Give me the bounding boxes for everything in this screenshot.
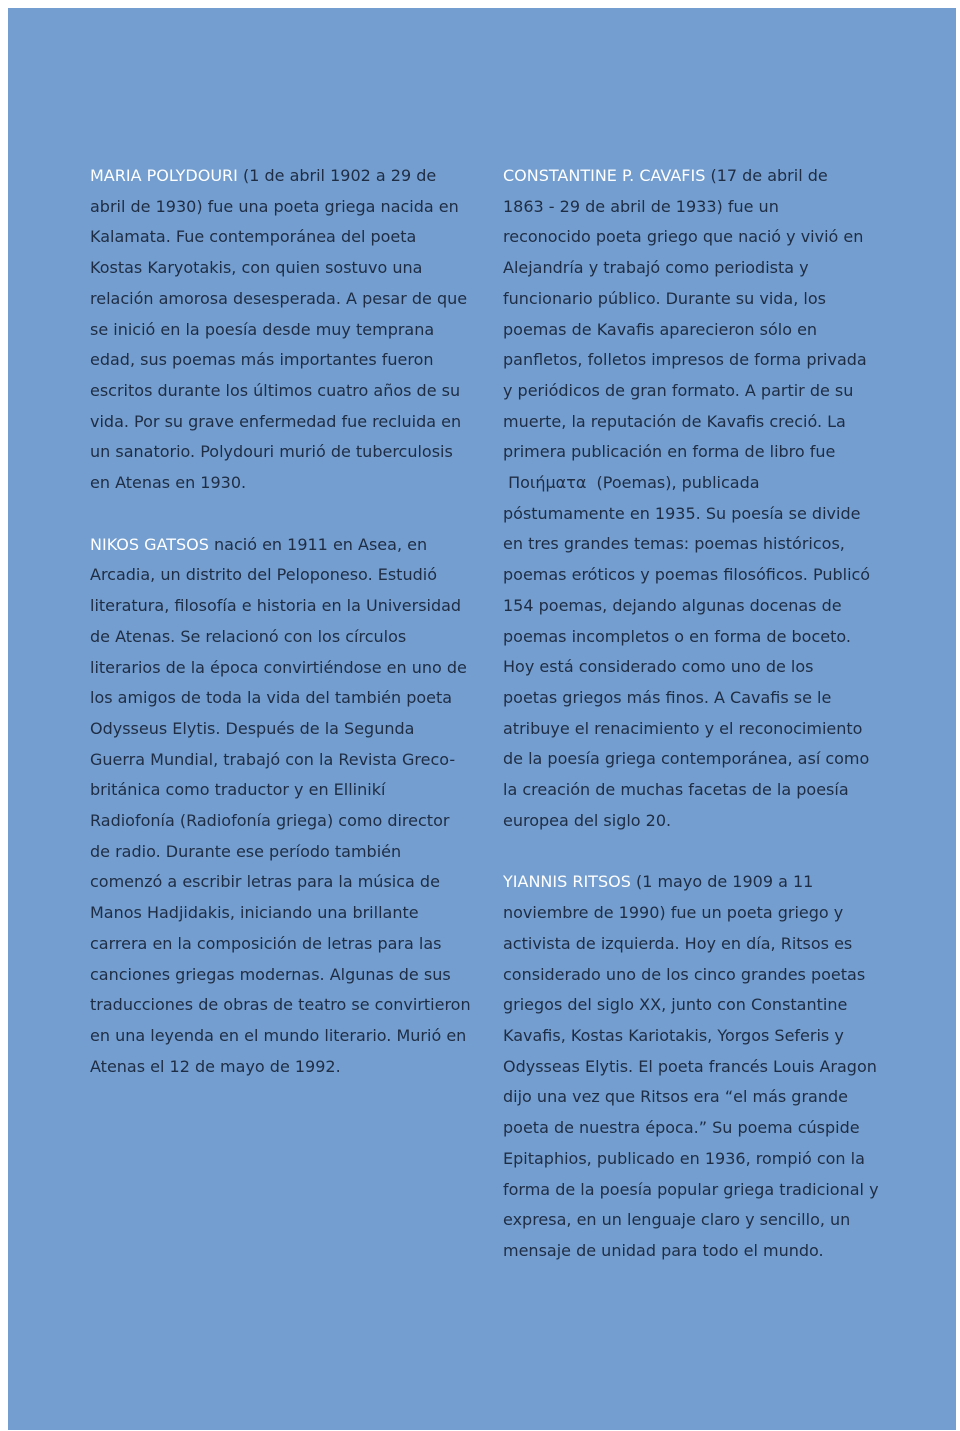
text-line: británica como traductor y en Ellinikí [90,780,386,800]
text-line: Odysseus Elytis. Después de la Segunda [90,718,415,738]
text-line: escritos durante los últimos cuatro años de su [90,380,461,400]
text-line-rest: nació en 1911 en Asea, en [208,534,428,554]
poet-name: CONSTANTINE P. CAVAFIS [503,166,706,185]
text-line-rest: (1 de abril 1902 a 29 de [237,166,437,185]
text-line: noviembre de 1990) fue un poeta griego y [503,903,844,923]
text-line: literarios de la época convirtiéndose en uno de [90,657,467,677]
text-line: Odysseas Elytis. El poeta francés Louis Aragon [503,1056,877,1076]
text-line: funcionario público. Durante su vida, los [503,288,826,308]
text-line: la creación de muchas facetas de la poesía [503,780,849,800]
text-line: traducciones de obras de teatro se convirtieron [90,995,471,1015]
text-line: literatura, filosofía e historia en la Universidad [90,596,462,616]
poet-name: NIKOS GATSOS [90,534,209,554]
text-line: poeta de nuestra época.” Su poema cúspide [503,1118,860,1138]
text-line: en una leyenda en el mundo literario. Murió en [90,1025,467,1045]
text-line: y periódicos de gran formato. A partir de su [503,380,854,400]
text-line: relación amorosa desesperada. A pesar de que [90,288,468,308]
text-line: comenzó a escribir letras para la música de [90,872,440,892]
text-line [90,161,482,192]
text-line: 1863 - 29 de abril de 1933) fue un [503,196,779,216]
biography-paragraph [503,161,908,836]
poet-name: MARIA POLYDOURI [90,166,238,185]
text-line-rest: (17 de abril de [705,166,828,185]
text-line: Ποιήματα (Poemas), publicada [503,473,760,493]
text-line: Hoy está considerado como uno de los [503,657,814,677]
text-line: Radiofonía (Radiofonía griega) como director [90,811,450,831]
biography-paragraph [503,867,908,1266]
text-line: se inició en la poesía desde muy temprana [90,319,435,339]
text-line: considerado uno de los cinco grandes poetas [503,964,866,984]
text-line: en tres grandes temas: poemas históricos, [503,534,845,554]
text-line: panfletos, folletos impresos de forma privada [503,350,867,370]
biography-paragraph [90,161,482,499]
text-line: europea del siglo 20. [503,810,672,830]
text-line: Manos Hadjidakis, iniciando una brillante [90,903,419,923]
text-line: activista de izquierda. Hoy en día, Ritsos es [503,933,853,953]
text-line: carrera en la composición de letras para las [90,933,442,953]
text-line: poemas incompletos o en forma de boceto. [503,626,851,646]
text-line-rest: (1 mayo de 1909 a 11 [630,872,814,892]
text-line: de radio. Durante ese período también [90,841,402,861]
text-line: expresa, en un lenguaje claro y sencillo, un [503,1210,851,1230]
text-line: en Atenas en 1930. [90,473,247,493]
text-line: un sanatorio. Polydouri murió de tuberculosis [90,442,453,462]
biography-paragraph [90,530,482,1083]
text-line [503,867,908,898]
text-line: abril de 1930) fue una poeta griega nacida en [90,196,459,216]
text-line: de la poesía griega contemporánea, así como [503,749,870,769]
text-line: de Atenas. Se relacionó con los círculos [90,626,407,646]
text-line: dijo una vez que Ritsos era “el más grande [503,1087,848,1107]
text-line: poetas griegos más finos. A Cavafis se le [503,687,832,707]
text-line: Guerra Mundial, trabajó con la Revista Greco- [90,749,456,769]
text-line: reconocido poeta griego que nació y vivió en [503,227,864,247]
text-line: vida. Por su grave enfermedad fue recluida en [90,411,462,431]
text-line: canciones griegas modernas. Algunas de sus [90,964,451,984]
blue-page-background [8,8,956,1430]
poet-name: YIANNIS RITSOS [503,872,631,892]
text-line: Epitaphios, publicado en 1936, rompió con la [503,1148,865,1168]
text-line: poemas eróticos y poemas filosóficos. Publicó [503,565,871,585]
text-line: edad, sus poemas más importantes fueron [90,350,434,370]
text-line: forma de la poesía popular griega tradicional y [503,1179,879,1199]
text-line: mensaje de unidad para todo el mundo. [503,1240,824,1260]
text-line: 154 poemas, dejando algunas docenas de [503,595,842,615]
text-line: Arcadia, un distrito del Peloponeso. Estudió [90,565,437,585]
text-line: los amigos de toda la vida del también poeta [90,688,453,708]
text-line [503,161,908,192]
text-line [90,530,482,561]
text-line: Kostas Karyotakis, con quien sostuvo una [90,258,423,278]
text-line: atribuye el renacimiento y el reconocimiento [503,718,863,738]
text-line: Atenas el 12 de mayo de 1992. [90,1056,341,1076]
text-line: Alejandría y trabajó como periodista y [503,258,809,278]
text-line: muerte, la reputación de Kavafis creció. La [503,411,846,431]
text-line: poemas de Kavafis aparecieron sólo en [503,319,818,339]
right-column [503,161,908,1267]
left-column [90,161,482,1082]
text-line: Kavafis, Kostas Kariotakis, Yorgos Seferis y [503,1025,844,1045]
text-line: póstumamente en 1935. Su poesía se divide [503,503,861,523]
text-line: Kalamata. Fue contemporánea del poeta [90,227,417,247]
text-line: primera publicación en forma de libro fue [503,442,836,462]
text-line: griegos del siglo XX, junto con Constantine [503,995,848,1015]
